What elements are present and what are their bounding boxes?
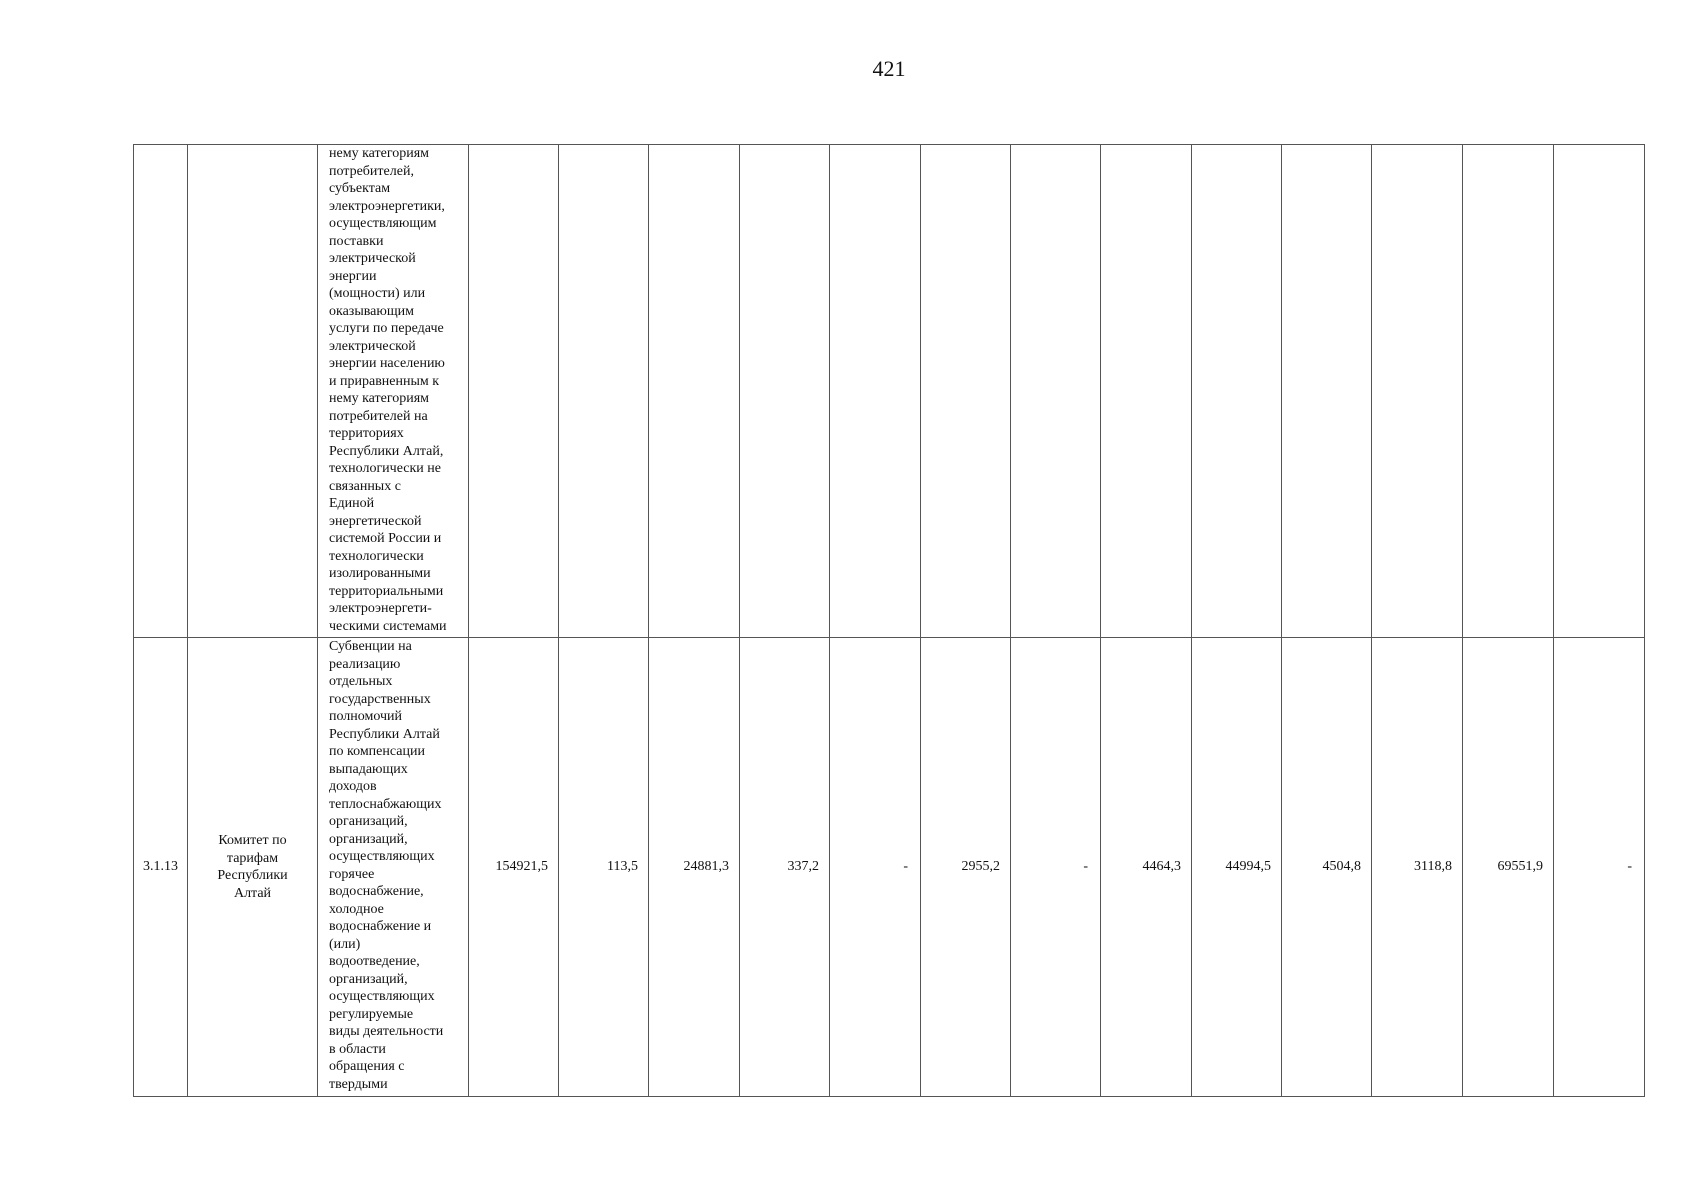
value-cell: 44994,5 [1192,638,1282,1097]
value-cell [1011,145,1101,638]
value-cell [921,145,1011,638]
value-cell [649,145,740,638]
row-executor: Комитет по тарифам Республики Алтай [188,638,318,1097]
value-cell [1192,145,1282,638]
value-cell [1554,145,1645,638]
budget-table [133,144,1645,1097]
value-cell [740,145,830,638]
value-cell [1463,145,1554,638]
value-cell [830,145,921,638]
table-row-continued [134,145,1645,638]
page-number: 421 [872,56,906,81]
value-cell [1101,145,1192,638]
value-cell [469,145,559,638]
row-code: 3.1.13 [134,638,188,1097]
value-cell: 337,2 [740,638,830,1097]
value-cell [1282,145,1372,638]
row-code [134,145,188,638]
value-cell: 4504,8 [1282,638,1372,1097]
row-description: Субвенции на реализацию отдельных государственных полномочий Республики Алтай по компенсации выпадающих доходов теплоснабжающих организаций, организаций, осуществляющих горячее водоснабжение, холодное водоснабжение и (или) водоотведение, организаций, осуществляющих регулируемые виды деятельности в области обращения с твердыми [318,638,469,1097]
value-cell: 2955,2 [921,638,1011,1097]
value-cell: - [1011,638,1101,1097]
value-cell: 24881,3 [649,638,740,1097]
value-cell: 3118,8 [1372,638,1463,1097]
value-cell: 69551,9 [1463,638,1554,1097]
value-cell [1372,145,1463,638]
value-cell: - [830,638,921,1097]
row-description: нему категориям потребителей, субъектам электроэнергетики, осуществляющим поставки электрической энергии (мощности) или оказывающим услуги по передаче электрической энергии населению и приравненным к нему категориям потребителей на территориях Республики Алтай, технологически не связанных с Единой энергетической системой России и технологически изолированными территориальными электроэнергети- ческими системами [318,145,469,638]
value-cell: 4464,3 [1101,638,1192,1097]
row-executor [188,145,318,638]
value-cell: 154921,5 [469,638,559,1097]
value-cell [559,145,649,638]
table-row-3-1-13 [134,638,1645,1097]
value-cell: - [1554,638,1645,1097]
value-cell: 113,5 [559,638,649,1097]
